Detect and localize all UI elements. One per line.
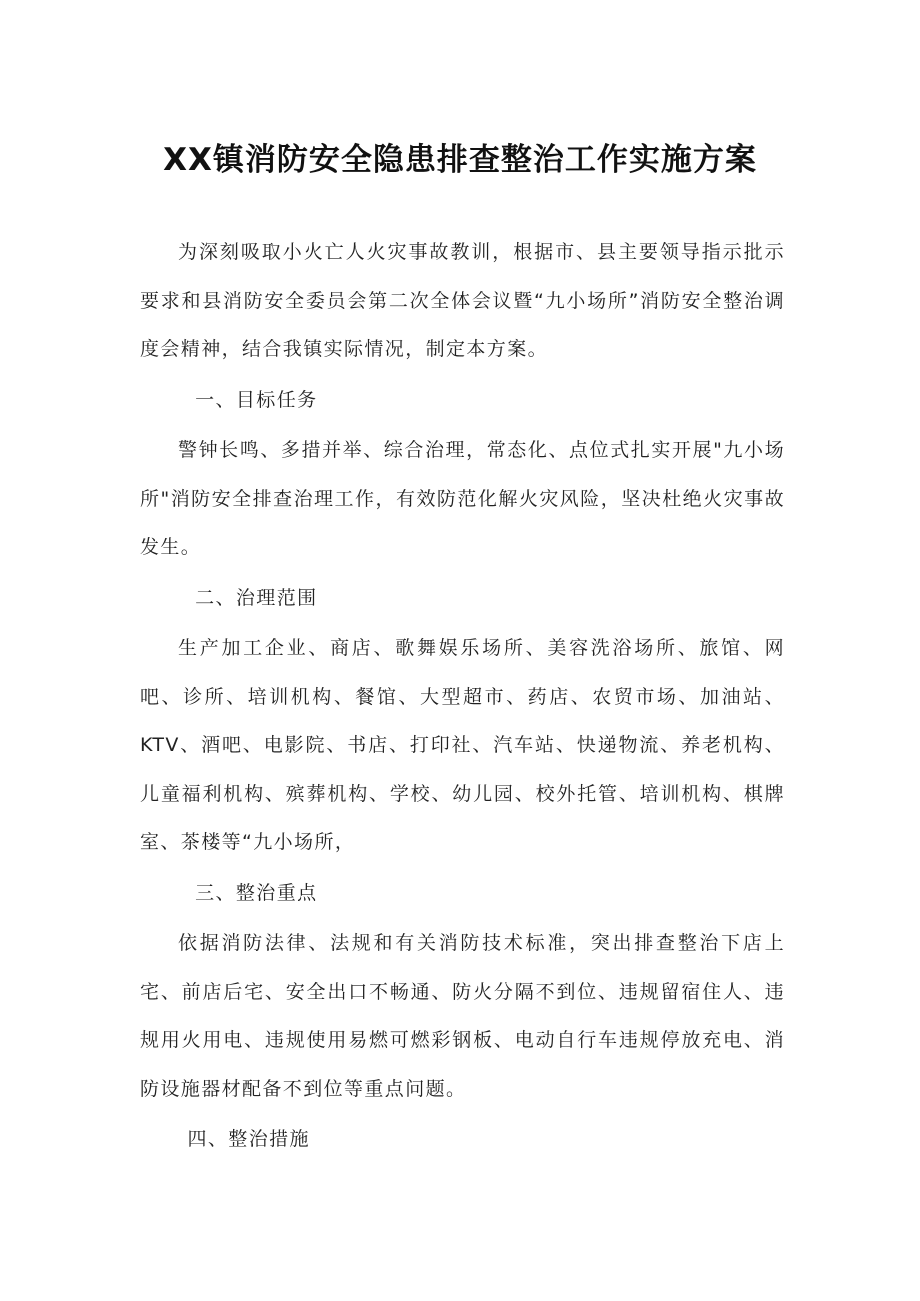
intro-paragraph: 为深刻吸取小火亡人火灾事故教训，根据市、县主要领导指示批示要求和县消防安全委员会第二次全体会议暨“九小场所”消防安全整治调度会精神，结合我镇实际情况，制定本方案。 xyxy=(140,241,785,360)
section-text-goals: 警钟长鸣、多措并举、综合治理，常态化、点位式扎实开展"九小场所"消防安全排查治理工作，有效防范化解火灾风险，坚决杜绝火灾事故发生。 xyxy=(140,439,785,558)
section-text-focus: 依据消防法律、法规和有关消防技术标准，突出排查整治下店上宅、前店后宅、安全出口不畅通、防火分隔不到位、违规留宿住人、违规用火用电、违规使用易燃可燃彩钢板、电动自行车违规停放充电、消防设施器材配备不到位等重点问题。 xyxy=(140,932,785,1100)
document-body xyxy=(140,228,785,1166)
section-text-scope: 生产加工企业、商店、歌舞娱乐场所、美容洗浴场所、旅馆、网吧、诊所、培训机构、餐馆、大型超市、药店、农贸市场、加油站、KTV、酒吧、电影院、书店、打印社、汽车站、快递物流、养老机构、儿童福利机构、殡葬机构、学校、幼儿园、校外托管、培训机构、棋牌室、茶楼等“九小场所， xyxy=(140,637,785,853)
section-heading-focus: 三、整治重点 xyxy=(195,881,318,904)
section-heading-goals: 一、目标任务 xyxy=(195,388,318,411)
section-heading-measures: 四、整治措施 xyxy=(187,1128,310,1150)
document-title: XX镇消防安全隐患排查整治工作实施方案 xyxy=(163,142,757,178)
section-heading-scope: 二、治理范围 xyxy=(195,586,318,609)
